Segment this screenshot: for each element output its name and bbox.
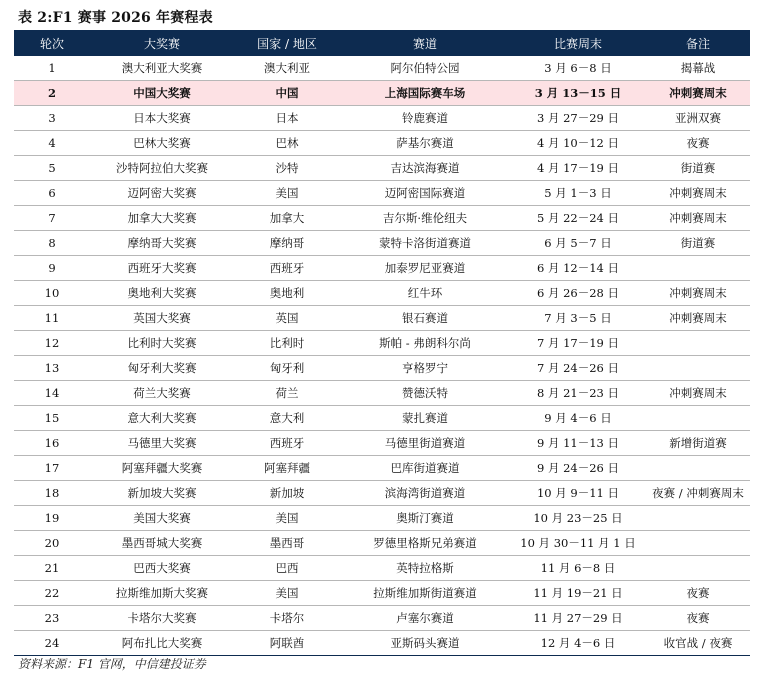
cell-country: 英国 <box>234 306 340 331</box>
cell-note: 夜赛 <box>646 581 750 606</box>
table-body <box>14 56 750 656</box>
cell-weekend: 11 月 27－29 日 <box>510 606 646 631</box>
cell-weekend: 7 月 24－26 日 <box>510 356 646 381</box>
cell-note: 冲刺赛周末 <box>646 81 750 106</box>
cell-weekend: 6 月 12－14 日 <box>510 256 646 281</box>
cell-circuit: 铃鹿赛道 <box>340 106 510 131</box>
cell-weekend: 9 月 4－6 日 <box>510 406 646 431</box>
cell-round: 24 <box>14 631 90 656</box>
cell-grand-prix: 意大利大奖赛 <box>90 406 234 431</box>
cell-country: 摩纳哥 <box>234 231 340 256</box>
cell-circuit: 马德里街道赛道 <box>340 431 510 456</box>
cell-circuit: 卢塞尔赛道 <box>340 606 510 631</box>
cell-grand-prix: 荷兰大奖赛 <box>90 381 234 406</box>
cell-note <box>646 331 750 356</box>
cell-weekend: 5 月 22－24 日 <box>510 206 646 231</box>
cell-country: 美国 <box>234 506 340 531</box>
cell-note <box>646 356 750 381</box>
table-row <box>14 181 750 206</box>
cell-note <box>646 556 750 581</box>
cell-country: 西班牙 <box>234 256 340 281</box>
cell-circuit: 赞德沃特 <box>340 381 510 406</box>
cell-round: 2 <box>14 81 90 106</box>
cell-note: 冲刺赛周末 <box>646 381 750 406</box>
cell-country: 阿联酋 <box>234 631 340 656</box>
cell-country: 美国 <box>234 181 340 206</box>
cell-round: 1 <box>14 56 90 81</box>
column-header-round: 轮次 <box>14 30 90 56</box>
cell-grand-prix: 澳大利亚大奖赛 <box>90 56 234 81</box>
cell-country: 西班牙 <box>234 431 340 456</box>
table-row <box>14 506 750 531</box>
table-row <box>14 306 750 331</box>
table-row <box>14 556 750 581</box>
cell-round: 12 <box>14 331 90 356</box>
cell-circuit: 蒙特卡洛街道赛道 <box>340 231 510 256</box>
cell-round: 9 <box>14 256 90 281</box>
cell-circuit: 迈阿密国际赛道 <box>340 181 510 206</box>
cell-weekend: 9 月 24－26 日 <box>510 456 646 481</box>
table-title: 表 2:F1 赛事 2026 年赛程表 <box>18 10 213 26</box>
table-row <box>14 331 750 356</box>
cell-note: 新增街道赛 <box>646 431 750 456</box>
cell-country: 沙特 <box>234 156 340 181</box>
cell-country: 加拿大 <box>234 206 340 231</box>
cell-round: 10 <box>14 281 90 306</box>
cell-circuit: 上海国际赛车场 <box>340 81 510 106</box>
cell-circuit: 银石赛道 <box>340 306 510 331</box>
schedule-table <box>14 30 750 656</box>
cell-circuit: 萨基尔赛道 <box>340 131 510 156</box>
cell-round: 19 <box>14 506 90 531</box>
cell-grand-prix: 迈阿密大奖赛 <box>90 181 234 206</box>
cell-round: 8 <box>14 231 90 256</box>
cell-circuit: 阿尔伯特公园 <box>340 56 510 81</box>
cell-weekend: 4 月 17－19 日 <box>510 156 646 181</box>
cell-note <box>646 506 750 531</box>
table-row <box>14 431 750 456</box>
cell-round: 23 <box>14 606 90 631</box>
cell-round: 7 <box>14 206 90 231</box>
table-row <box>14 281 750 306</box>
cell-circuit: 加泰罗尼亚赛道 <box>340 256 510 281</box>
cell-grand-prix: 阿布扎比大奖赛 <box>90 631 234 656</box>
cell-weekend: 10 月 9－11 日 <box>510 481 646 506</box>
cell-grand-prix: 匈牙利大奖赛 <box>90 356 234 381</box>
cell-country: 巴西 <box>234 556 340 581</box>
cell-circuit: 蒙扎赛道 <box>340 406 510 431</box>
cell-note: 冲刺赛周末 <box>646 306 750 331</box>
cell-round: 20 <box>14 531 90 556</box>
table-row <box>14 206 750 231</box>
cell-weekend: 5 月 1－3 日 <box>510 181 646 206</box>
table-row <box>14 581 750 606</box>
cell-grand-prix: 马德里大奖赛 <box>90 431 234 456</box>
cell-grand-prix: 拉斯维加斯大奖赛 <box>90 581 234 606</box>
cell-country: 巴林 <box>234 131 340 156</box>
cell-weekend: 3 月 13－15 日 <box>510 81 646 106</box>
table-row <box>14 131 750 156</box>
cell-country: 新加坡 <box>234 481 340 506</box>
cell-round: 14 <box>14 381 90 406</box>
cell-country: 美国 <box>234 581 340 606</box>
cell-note <box>646 406 750 431</box>
cell-weekend: 10 月 23－25 日 <box>510 506 646 531</box>
cell-weekend: 8 月 21－23 日 <box>510 381 646 406</box>
cell-round: 4 <box>14 131 90 156</box>
table-row <box>14 106 750 131</box>
cell-circuit: 奥斯汀赛道 <box>340 506 510 531</box>
cell-grand-prix: 英国大奖赛 <box>90 306 234 331</box>
table-row <box>14 156 750 181</box>
cell-grand-prix: 比利时大奖赛 <box>90 331 234 356</box>
cell-circuit: 吉达滨海赛道 <box>340 156 510 181</box>
table-row <box>14 481 750 506</box>
cell-grand-prix: 阿塞拜疆大奖赛 <box>90 456 234 481</box>
cell-round: 22 <box>14 581 90 606</box>
cell-round: 5 <box>14 156 90 181</box>
table-row <box>14 56 750 81</box>
cell-grand-prix: 墨西哥城大奖赛 <box>90 531 234 556</box>
column-header-country: 国家 / 地区 <box>234 30 340 56</box>
cell-note: 冲刺赛周末 <box>646 206 750 231</box>
cell-grand-prix: 沙特阿拉伯大奖赛 <box>90 156 234 181</box>
cell-country: 阿塞拜疆 <box>234 456 340 481</box>
cell-circuit: 英特拉格斯 <box>340 556 510 581</box>
cell-country: 荷兰 <box>234 381 340 406</box>
column-header-circuit: 赛道 <box>340 30 510 56</box>
table-row <box>14 81 750 106</box>
cell-note <box>646 531 750 556</box>
column-header-grand-prix: 大奖赛 <box>90 30 234 56</box>
cell-note: 街道赛 <box>646 231 750 256</box>
cell-round: 11 <box>14 306 90 331</box>
cell-weekend: 10 月 30－11 月 1 日 <box>510 531 646 556</box>
cell-weekend: 9 月 11－13 日 <box>510 431 646 456</box>
cell-round: 13 <box>14 356 90 381</box>
table-row <box>14 531 750 556</box>
table-row <box>14 231 750 256</box>
cell-weekend: 3 月 27－29 日 <box>510 106 646 131</box>
cell-weekend: 11 月 19－21 日 <box>510 581 646 606</box>
cell-note <box>646 456 750 481</box>
cell-country: 墨西哥 <box>234 531 340 556</box>
cell-note: 夜赛 <box>646 131 750 156</box>
cell-circuit: 滨海湾街道赛道 <box>340 481 510 506</box>
cell-circuit: 巴库街道赛道 <box>340 456 510 481</box>
cell-note: 揭幕战 <box>646 56 750 81</box>
cell-circuit: 红牛环 <box>340 281 510 306</box>
cell-grand-prix: 中国大奖赛 <box>90 81 234 106</box>
cell-weekend: 12 月 4－6 日 <box>510 631 646 656</box>
cell-note: 夜赛 / 冲刺赛周末 <box>646 481 750 506</box>
cell-round: 15 <box>14 406 90 431</box>
table-row <box>14 456 750 481</box>
cell-country: 意大利 <box>234 406 340 431</box>
table-row <box>14 606 750 631</box>
cell-round: 18 <box>14 481 90 506</box>
cell-weekend: 6 月 5－7 日 <box>510 231 646 256</box>
cell-circuit: 斯帕 - 弗朗科尔尚 <box>340 331 510 356</box>
cell-grand-prix: 巴林大奖赛 <box>90 131 234 156</box>
column-header-weekend: 比赛周末 <box>510 30 646 56</box>
cell-weekend: 4 月 10－12 日 <box>510 131 646 156</box>
source-note: 资料来源：F1 官网，中信建投证券 <box>18 657 206 671</box>
cell-round: 21 <box>14 556 90 581</box>
cell-country: 比利时 <box>234 331 340 356</box>
cell-country: 澳大利亚 <box>234 56 340 81</box>
cell-note: 冲刺赛周末 <box>646 281 750 306</box>
cell-grand-prix: 卡塔尔大奖赛 <box>90 606 234 631</box>
cell-country: 匈牙利 <box>234 356 340 381</box>
cell-round: 16 <box>14 431 90 456</box>
cell-grand-prix: 西班牙大奖赛 <box>90 256 234 281</box>
cell-note: 夜赛 <box>646 606 750 631</box>
table-row <box>14 256 750 281</box>
table-row <box>14 381 750 406</box>
cell-circuit: 亨格罗宁 <box>340 356 510 381</box>
cell-circuit: 罗德里格斯兄弟赛道 <box>340 531 510 556</box>
cell-grand-prix: 加拿大大奖赛 <box>90 206 234 231</box>
cell-grand-prix: 摩纳哥大奖赛 <box>90 231 234 256</box>
cell-weekend: 7 月 17－19 日 <box>510 331 646 356</box>
cell-country: 卡塔尔 <box>234 606 340 631</box>
cell-circuit: 吉尔斯·维伦纽夫 <box>340 206 510 231</box>
cell-round: 17 <box>14 456 90 481</box>
column-header-note: 备注 <box>646 30 750 56</box>
cell-note: 街道赛 <box>646 156 750 181</box>
table-row <box>14 631 750 656</box>
table-row <box>14 406 750 431</box>
cell-weekend: 3 月 6－8 日 <box>510 56 646 81</box>
cell-country: 中国 <box>234 81 340 106</box>
cell-weekend: 6 月 26－28 日 <box>510 281 646 306</box>
cell-grand-prix: 日本大奖赛 <box>90 106 234 131</box>
cell-country: 奥地利 <box>234 281 340 306</box>
table-header-row <box>14 30 750 56</box>
cell-weekend: 7 月 3－5 日 <box>510 306 646 331</box>
cell-round: 3 <box>14 106 90 131</box>
cell-circuit: 拉斯维加斯街道赛道 <box>340 581 510 606</box>
cell-note <box>646 256 750 281</box>
cell-grand-prix: 美国大奖赛 <box>90 506 234 531</box>
table-row <box>14 356 750 381</box>
cell-grand-prix: 巴西大奖赛 <box>90 556 234 581</box>
cell-country: 日本 <box>234 106 340 131</box>
cell-round: 6 <box>14 181 90 206</box>
cell-circuit: 亚斯码头赛道 <box>340 631 510 656</box>
cell-weekend: 11 月 6－8 日 <box>510 556 646 581</box>
cell-grand-prix: 奥地利大奖赛 <box>90 281 234 306</box>
cell-note: 收官战 / 夜赛 <box>646 631 750 656</box>
cell-grand-prix: 新加坡大奖赛 <box>90 481 234 506</box>
cell-note: 冲刺赛周末 <box>646 181 750 206</box>
cell-note: 亚洲双赛 <box>646 106 750 131</box>
